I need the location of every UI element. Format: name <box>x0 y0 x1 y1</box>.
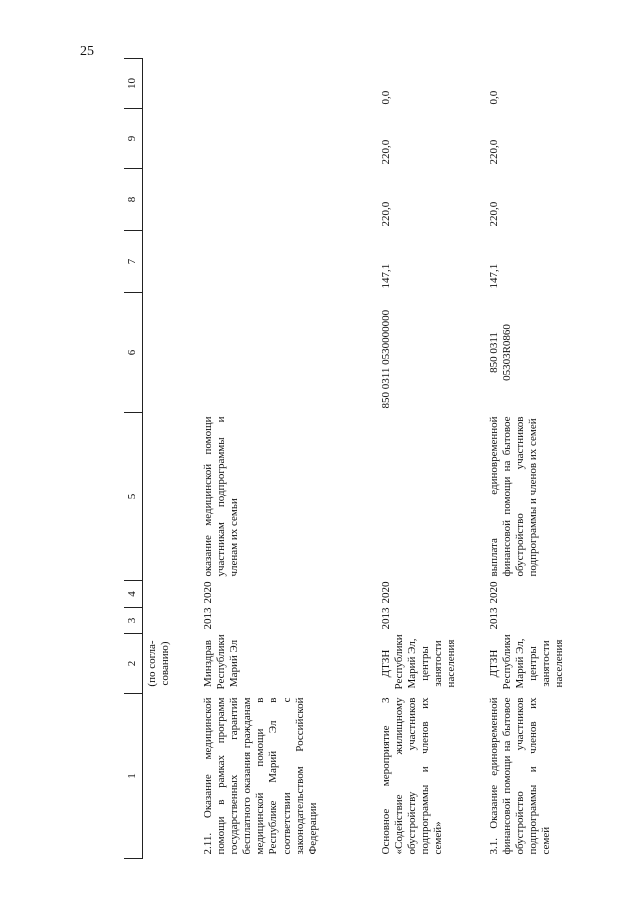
cell-start-year <box>143 608 199 634</box>
page-number: 25 <box>80 44 94 59</box>
cell-result: оказание медицинской помощи участникам подпрограммы и членам их семьи <box>201 416 240 577</box>
rotated-table-container <box>124 59 640 859</box>
table-row <box>485 59 640 859</box>
header-col-6: 6 <box>124 293 143 413</box>
cell-value-9: 220,0 <box>487 139 500 165</box>
cell-value-8 <box>199 169 377 231</box>
header-row <box>124 59 143 859</box>
cell-value-10 <box>143 59 199 109</box>
cell-budget-code: 850 0311 0530000000 <box>379 309 392 409</box>
header-col-2: 2 <box>124 634 143 694</box>
cell-budget-code <box>485 293 640 413</box>
cell-value-9 <box>199 109 377 169</box>
cell-value-7: 147,1 <box>487 263 500 289</box>
cell-end-year: 2020 <box>379 581 392 604</box>
cell-end-year <box>143 581 199 608</box>
cell-executor: Минздрав Республики Марий Эл <box>201 634 240 690</box>
budget-code-part-1: 850 0311 <box>487 332 500 373</box>
cell-activity: Основное мероприятие 3 «Содействие жилищному обустройству участников подпрограммы и членов их семей» <box>379 697 445 855</box>
cell-executor: (по согла-сованию) <box>146 640 172 687</box>
cell-result <box>377 413 485 581</box>
cell-value-9: 220,0 <box>379 139 392 165</box>
cell-end-year: 2020 <box>201 581 214 604</box>
header-col-10: 10 <box>124 59 143 109</box>
header-col-8: 8 <box>124 169 143 231</box>
cell-executor: ДТЗН Республики Марий Эл, центры занятости населения <box>379 634 458 690</box>
header-col-1: 1 <box>124 694 143 859</box>
cell-value-7: 147,1 <box>379 263 392 289</box>
header-col-7: 7 <box>124 231 143 293</box>
cell-start-year: 2013 <box>201 607 214 630</box>
header-col-9: 9 <box>124 109 143 169</box>
header-col-5: 5 <box>124 413 143 581</box>
cell-value-7 <box>143 231 199 293</box>
cell-result <box>143 413 199 581</box>
cell-budget-code <box>143 293 199 413</box>
cell-value-10 <box>199 59 377 109</box>
cell-value-7 <box>199 231 377 293</box>
cell-budget-code <box>199 293 377 413</box>
program-table <box>124 58 640 859</box>
cell-value-8 <box>143 169 199 231</box>
table-row <box>199 59 377 859</box>
header-col-3: 3 <box>124 608 143 634</box>
cell-activity <box>143 694 199 859</box>
header-col-4: 4 <box>124 581 143 608</box>
cell-value-9 <box>143 109 199 169</box>
cell-end-year: 2020 <box>487 581 500 604</box>
table-header <box>124 59 143 859</box>
budget-code-part-2: 05303R0860 <box>500 324 513 381</box>
table-row <box>377 59 485 859</box>
cell-value-8: 220,0 <box>487 201 500 227</box>
cell-activity: 2.11. Оказание медицинской помощи в рамках программ государственных гарантий бесплатного оказания гражданам медицинской помощи в Республике Марий Эл в соответствии с законодательством Российской Федерации <box>201 697 319 855</box>
cell-value-10: 0,0 <box>487 90 500 105</box>
cell-activity: 3.1. Оказание единовременной финансовой помощи на бытовое обустройство участников подпрограммы и членов их семей <box>487 697 553 855</box>
cell-executor: ДТЗН Республики Марий Эл, центры занятости населения <box>487 634 566 690</box>
cell-start-year: 2013 <box>379 607 392 630</box>
cell-start-year: 2013 <box>487 607 500 630</box>
cell-result: выплата единовременной финансовой помощи на бытовое обустройство участников подпрограммы и членов их семей <box>487 416 540 577</box>
cell-value-10: 0,0 <box>379 90 392 105</box>
table-row <box>143 59 199 859</box>
cell-value-8: 220,0 <box>379 201 392 227</box>
